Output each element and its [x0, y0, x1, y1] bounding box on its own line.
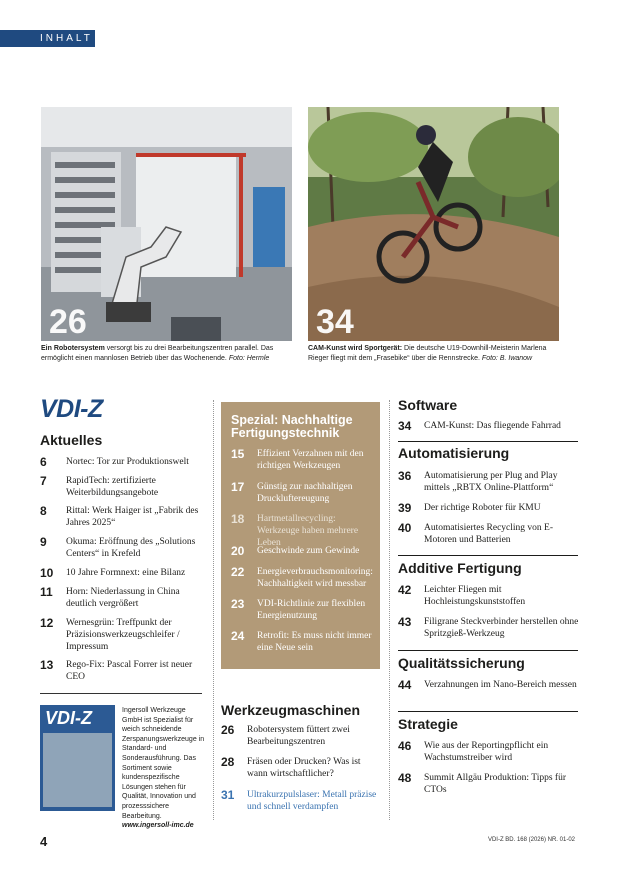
section-heading: Automatisierung	[398, 445, 510, 461]
section-rule	[398, 711, 578, 712]
entry-title: Verzahnungen im Nano-Bereich messen	[424, 680, 577, 690]
entry-title: Hartmetallrecycling: Werkzeuge haben mehrere Leben	[257, 514, 359, 548]
toc-entry[interactable]	[40, 617, 210, 653]
caption-lead: CAM-Kunst wird Sportgerät:	[308, 345, 403, 352]
section-label: INHALT	[0, 30, 95, 47]
entry-title: Automatisierung per Plug and Play mittels „RBTX Online-Plattform“	[424, 471, 558, 493]
entry-page: 39	[398, 501, 412, 515]
entry-title: Effizient Verzahnen mit den richtigen Werkzeugen	[257, 449, 364, 471]
toc-entry[interactable]	[40, 456, 210, 469]
entry-page: 22	[231, 565, 245, 579]
entry-title: Rego-Fix: Pascal Forrer ist neuer CEO	[66, 660, 193, 682]
entry-title: Nortec: Tor zur Produktionswelt	[66, 457, 189, 467]
photo-caption	[41, 344, 293, 363]
caption-text: versorgt bis zu drei Bearbeitungszentren parallel. Das ermöglicht einen mannlosen Betrieb über das Wochenende.	[41, 345, 274, 362]
entry-title: Summit Allgäu Produktion: Tipps für CTOs	[424, 773, 566, 795]
toc-entry[interactable]	[221, 789, 381, 813]
toc-entry[interactable]	[40, 567, 210, 580]
toc-entry[interactable]	[221, 756, 381, 780]
entry-page: 46	[398, 739, 412, 753]
section-heading: Qualitätssicherung	[398, 655, 525, 671]
entry-page: 48	[398, 771, 412, 785]
entry-page: 10	[40, 566, 54, 580]
spezial-title: Spezial: Nachhaltige Fertigungstechnik	[231, 413, 353, 440]
entry-page: 24	[231, 629, 245, 643]
robot-system-photo	[41, 107, 292, 341]
column-divider	[213, 400, 214, 820]
entry-title: Horn: Niederlassung in China deutlich vergrößert	[66, 587, 180, 609]
logo-text: VDI-Z	[40, 395, 103, 423]
entry-title: Leichter Fliegen mit Hochleistungskunststoffen	[424, 585, 526, 607]
toc-entry[interactable]	[398, 616, 583, 640]
entry-title: Rittal: Werk Haiger ist „Fabrik des Jahres 2025“	[66, 506, 199, 528]
entry-page: 11	[40, 585, 53, 599]
caption-text: Die deutsche U19-Downhill-Meisterin Marlena Rieger fliegt mit dem „Frasebike“ über die Rennstrecke.	[308, 345, 547, 362]
ad-body: Ingersoll Werkzeuge GmbH ist Spezialist für weich schneidende Zerspanungswerkzeuge in Standard- und Sonderausführung. Das Sortiment sowie kundenspezifische Lösungen stehen für Qualität, Innovation und prozesssichere Bearbeitung.	[122, 707, 205, 820]
toc-entry[interactable]	[398, 522, 583, 546]
cover-logo: VDI-Z	[45, 708, 92, 728]
entry-title: Retrofit: Es muss nicht immer eine Neue sein	[257, 631, 372, 653]
toc-entry[interactable]	[398, 740, 583, 764]
photo-page-number: 26	[49, 303, 87, 341]
toc-entry[interactable]	[40, 475, 210, 499]
entry-page: 44	[398, 678, 412, 692]
entry-page: 26	[221, 723, 235, 737]
toc-entry[interactable]	[231, 566, 376, 590]
section-rule	[398, 441, 578, 442]
entry-page: 42	[398, 583, 412, 597]
toc-entry[interactable]	[231, 513, 376, 549]
photo-page-number: 34	[316, 303, 354, 341]
divider	[40, 693, 202, 694]
downhill-bike-photo	[308, 107, 559, 341]
section-rule	[398, 650, 578, 651]
toc-entry[interactable]	[398, 679, 583, 692]
entry-page: 12	[40, 616, 54, 630]
toc-entry[interactable]	[40, 659, 210, 683]
column-divider	[389, 400, 390, 820]
entry-page: 34	[398, 419, 412, 433]
toc-entry[interactable]	[231, 598, 376, 622]
entry-page: 36	[398, 469, 412, 483]
entry-title: VDI-Richtlinie zur flexiblen Energienutzung	[257, 599, 366, 621]
toc-entry[interactable]	[231, 481, 376, 505]
entry-title: CAM-Kunst: Das fliegende Fahrrad	[424, 421, 561, 431]
entry-title: Energieverbrauchsmonitoring: Nachhaltigkeit wird messbar	[257, 567, 373, 589]
entry-title: Günstig zur nachhaltigen Druckluftereugung	[257, 482, 353, 504]
toc-entry[interactable]	[40, 536, 210, 560]
toc-entry[interactable]	[231, 545, 376, 558]
entry-title: Automatisiertes Recycling von E-Motoren und Batterien	[424, 523, 554, 545]
section-heading: Strategie	[398, 716, 458, 732]
toc-entry[interactable]	[40, 505, 210, 529]
entry-page: 43	[398, 615, 412, 629]
entry-page: 20	[231, 544, 245, 558]
toc-entry[interactable]	[398, 772, 583, 796]
entry-page: 13	[40, 658, 54, 672]
entry-title: RapidTech: zertifizierte Weiterbildungsangebote	[66, 476, 159, 498]
caption-lead: Ein Robotersystem	[41, 345, 105, 352]
ad-url[interactable]: www.ingersoll-imc.de	[122, 822, 194, 830]
entry-page: 18	[231, 512, 245, 526]
issue-reference: VDI-Z BD. 168 (2026) NR. 01-02	[487, 837, 575, 843]
entry-page: 6	[40, 455, 47, 469]
toc-entry[interactable]	[398, 584, 583, 608]
entry-title: Okuma: Eröffnung des „Solutions Centers“ in Krefeld	[66, 537, 196, 559]
magazine-cover-image	[40, 705, 115, 811]
cover-photo	[43, 733, 112, 807]
entry-page: 23	[231, 597, 245, 611]
section-rule	[398, 555, 578, 556]
entry-title: Fräsen oder Drucken? Was ist wann wirtschaftlicher?	[247, 757, 361, 779]
entry-page: 31	[221, 788, 235, 802]
entry-title: Der richtige Roboter für KMU	[424, 503, 541, 513]
entry-title: Wernesgrün: Treffpunkt der Präzisionswerkzeugschleifer / Impressum	[66, 618, 180, 652]
toc-entry[interactable]	[398, 470, 583, 494]
entry-title: Wie aus der Reportingpflicht ein Wachstumstreiber wird	[424, 741, 549, 763]
entry-page: 9	[40, 535, 47, 549]
entry-page: 8	[40, 504, 47, 518]
toc-entry[interactable]	[231, 630, 376, 654]
section-heading: Software	[398, 397, 458, 413]
caption-credit: Foto: B. Iwanow	[481, 354, 533, 362]
toc-entry[interactable]	[40, 586, 210, 610]
entry-title: Geschwinde zum Gewinde	[257, 546, 360, 556]
entry-title: Robotersystem füttert zwei Bearbeitungszentren	[247, 725, 350, 747]
entry-page: 15	[231, 447, 245, 461]
ad-text	[122, 706, 206, 831]
toc-entry[interactable]	[231, 448, 376, 472]
toc-entry[interactable]	[398, 502, 583, 515]
entry-page: 28	[221, 755, 235, 769]
entry-title: Ultrakurzpulslaser: Metall präzise und schnell verdampfen	[247, 790, 377, 812]
toc-entry[interactable]	[398, 420, 583, 433]
section-heading: Aktuelles	[40, 432, 103, 448]
photo-caption	[308, 344, 560, 363]
toc-entry[interactable]	[221, 724, 381, 748]
entry-title: Filigrane Steckverbinder herstellen ohne Spritzgieß-Werkzeug	[424, 617, 579, 639]
page-number: 4	[40, 834, 48, 849]
section-heading: Werkzeugmaschinen	[221, 702, 361, 718]
entry-page: 7	[40, 474, 47, 488]
entry-page: 40	[398, 521, 412, 535]
vdi-z-logo	[40, 397, 103, 421]
caption-credit: Foto: Hermle	[228, 354, 270, 362]
section-heading: Additive Fertigung	[398, 560, 522, 576]
entry-page: 17	[231, 480, 245, 494]
entry-title: 10 Jahre Formnext: eine Bilanz	[66, 568, 186, 578]
